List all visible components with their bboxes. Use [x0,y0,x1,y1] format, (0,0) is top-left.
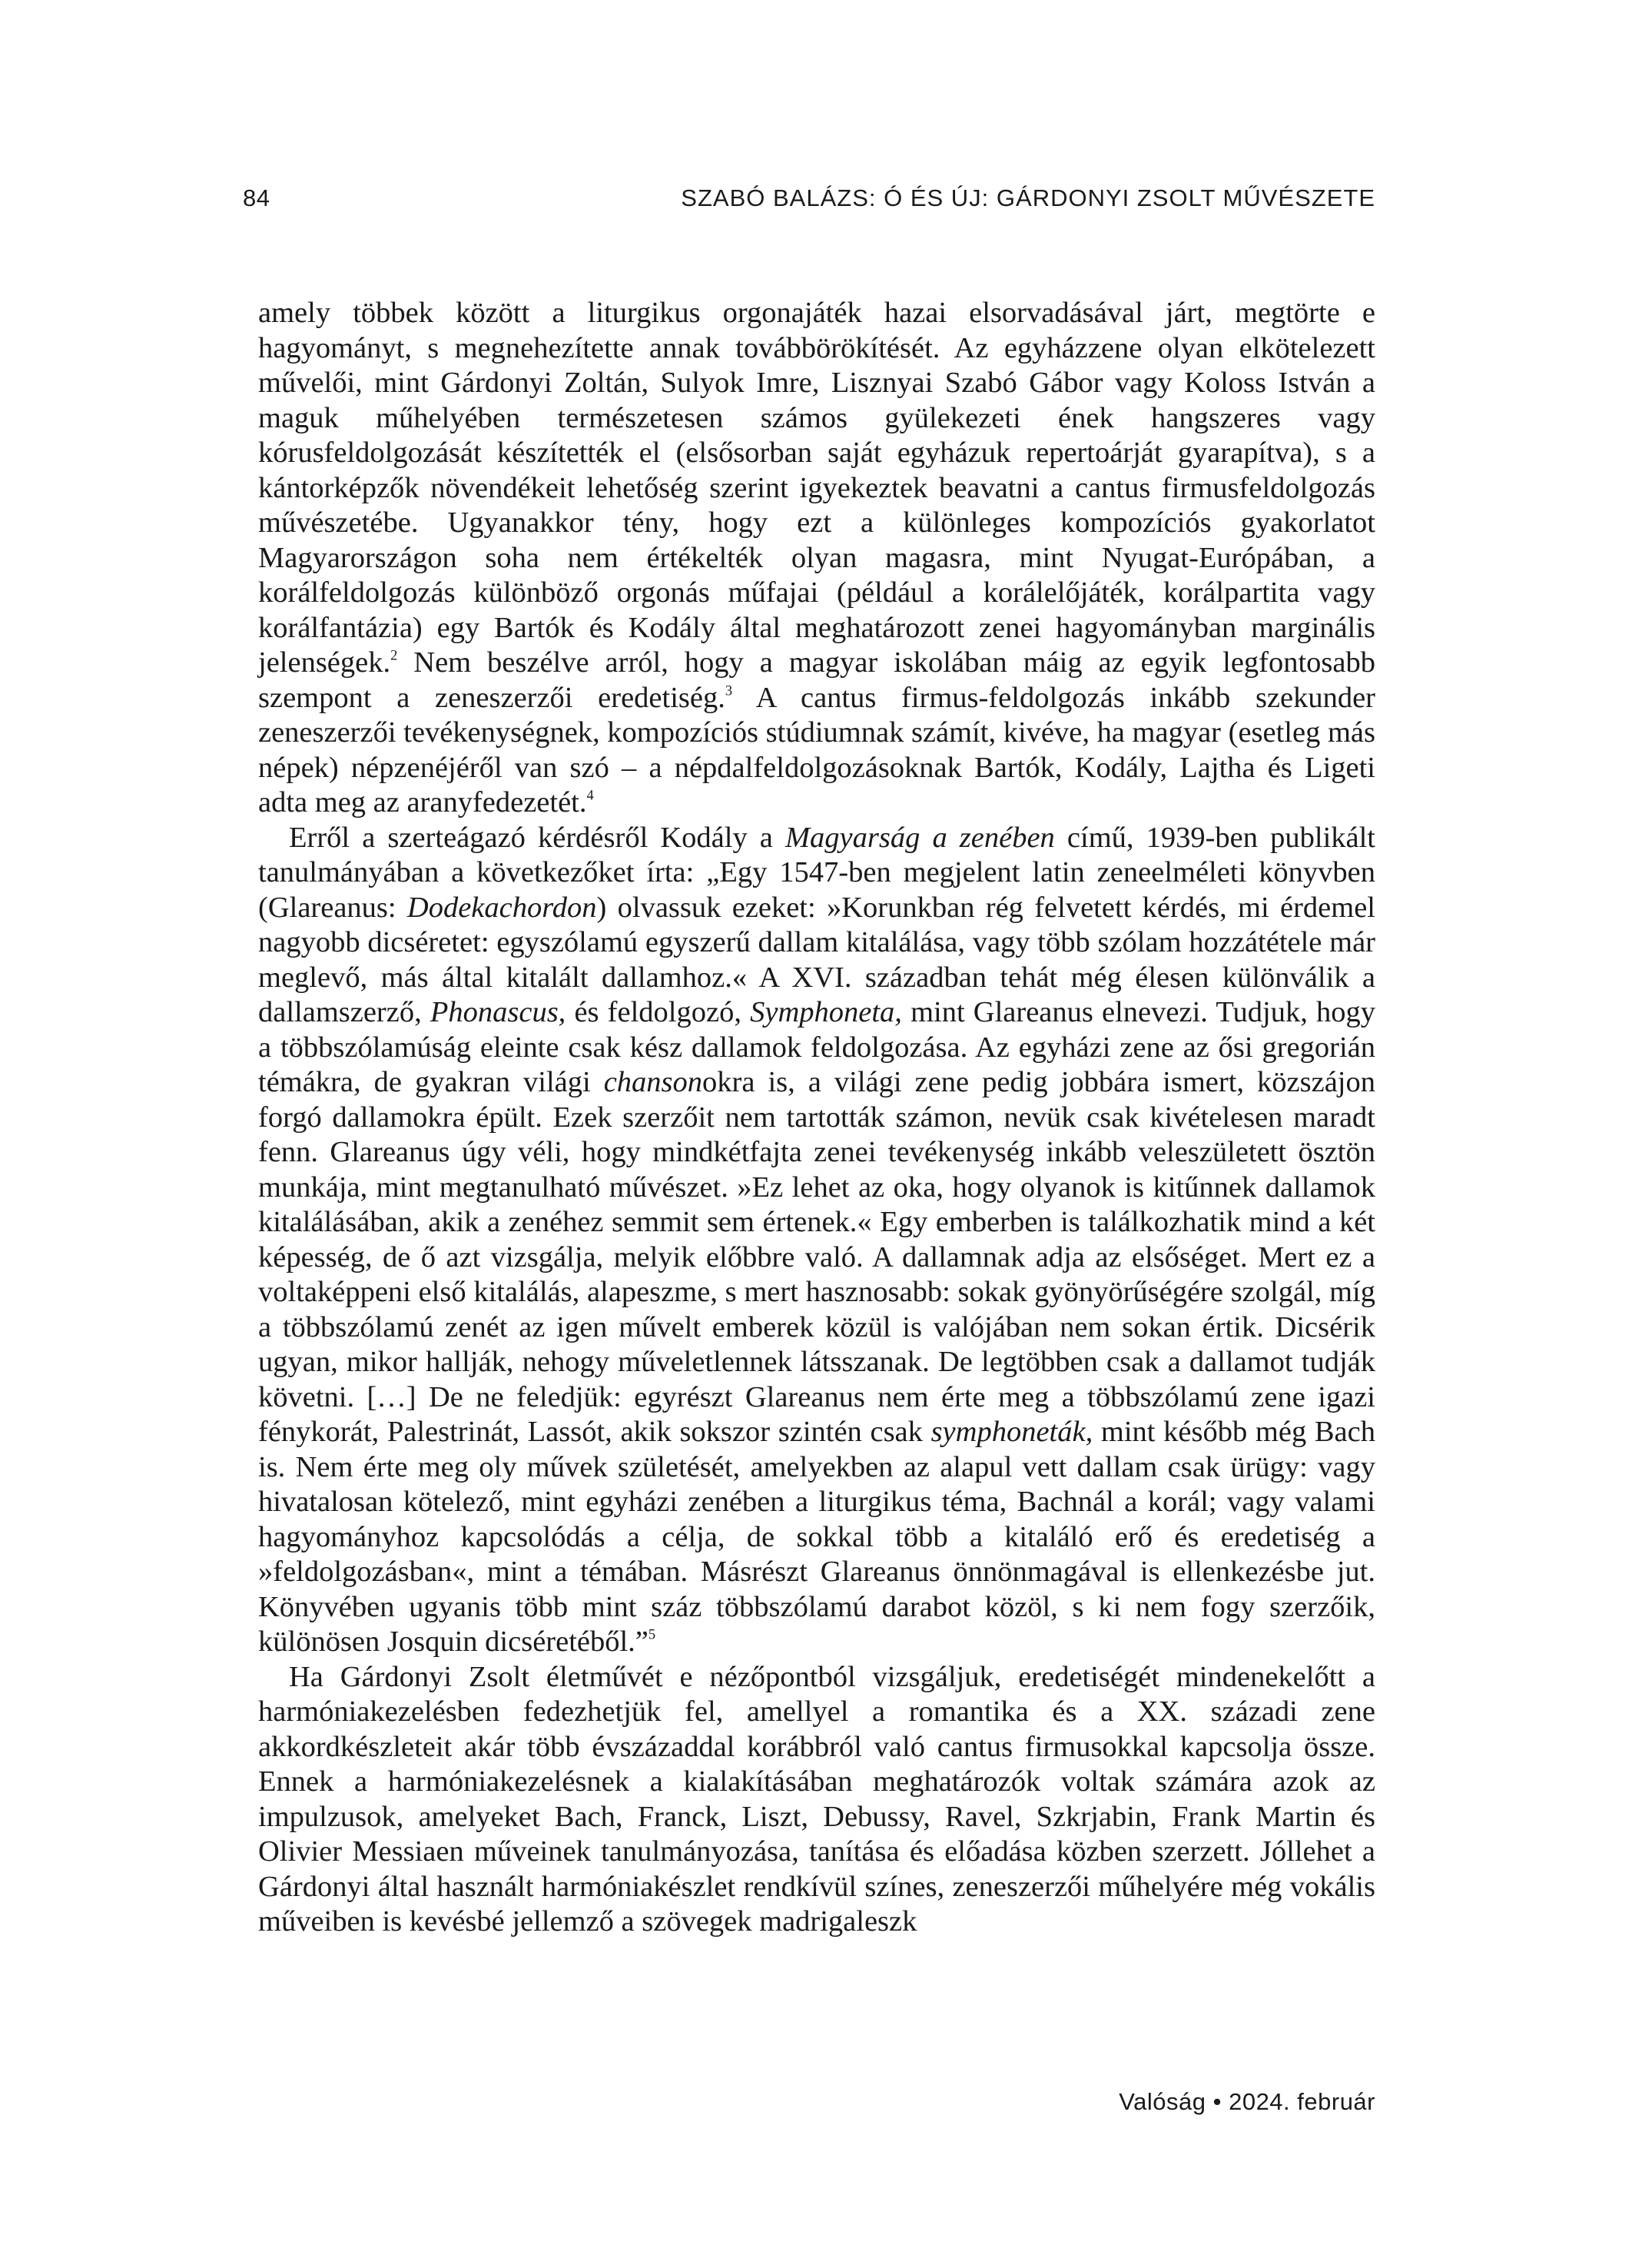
text-run: Ha Gárdonyi Zsolt életművét e nézőpontból vizsgáljuk, eredetiségét mindenekelőtt a harmóniakezelésben fedezhetjük fel, amellyel a romantika és a XX. századi zene akkordkészleteit akár több évszázaddal korábbról való cantus firmusokkal kapcsolja össze. Ennek a harmóniakezelésnek a kialakításában meghatározók voltak számára azok az impulzusok, amelyeket Bach, Franck, Liszt, Debussy, Ravel, Szkrjabin, Frank Martin és Olivier Messiaen műveinek tanulmányozása, tanítása és előadása közben szerzett. Jóllehet a Gárdonyi által használt harmóniakészlet rendkívül színes, zeneszerzői műhelyére még vokális műveiben is kevésbé jellemző a szövegek madrigaleszk [258,1660,1375,1938]
italic-text: symphoneták, [930,1416,1093,1448]
running-header [243,184,1375,215]
text-run: című, 1939-ben publikált tanulmányában a következőket írta: „Egy 1547-ben megjelent latin zeneelméleti könyvben (Glareanus: [258,821,1375,924]
text-run: A cantus firmus-feldolgozás inkább szekunder zeneszerzői tevékenységnek, kompozíciós stúdiumnak számít, kivéve, ha magyar (esetleg más népek) népzenéjéről van szó – a népdalfeldolgozásoknak Bartók, Kodály, Lajtha és Ligeti adta meg az aranyfedezetét. [258,681,1376,819]
italic-text: chanson [603,1066,703,1098]
paragraph [258,821,1375,1660]
text-run: és feldolgozó, [566,996,751,1028]
paragraph [258,296,1375,821]
article-body [258,296,1375,1940]
text-run: ) olvassuk ezeket: »Korunkban rég felvetett kérdés, mi érdemel nagyobb dicséretet: egyszólamú egyszerű dallam kitalálása, vagy több szólam hozzátétele már meglevő, más által kitalált dallamhoz.« A XVI. században tehát még élesen különválik a dallamszerző, [258,891,1375,1028]
text-run: mint Glareanus elnevezi. Tudjuk, hogy a többszólamúság eleinte csak kész dallamok feldolgozása. Az egyházi zene az ősi gregorián témákra, de gyakran világi [258,996,1375,1098]
text-run: Nem beszélve arról, hogy a magyar iskolában máig az egyik legfontosabb szempont a zeneszerzői eredetiség. [258,646,1375,714]
page-number: 84 [243,184,270,211]
footnote-marker: 5 [648,1626,656,1642]
page-footer: Valóság • 2024. február [1119,2088,1375,2115]
paragraph [258,1660,1375,1940]
footnote-marker: 3 [725,682,733,698]
text-run: okra is, a világi zene pedig jobbára ismert, közszájon forgó dallamokra épült. Ezek szerzőit nem tartották számon, nevük csak kivételesen maradt fenn. Glareanus úgy véli, hogy mindkétfajta zenei tevékenység inkább veleszületett ösztön munkája, mint megtanulható művészet. »Ez lehet az oka, hogy olyanok is kitűnnek dallamok kitalálásában, akik a zenéhez semmit sem értenek.« Egy emberben is találkozhatik mind a két képesség, de ő azt vizsgálja, melyik előbbre való. A dallamnak adja az elsőséget. Mert ez a voltaképpeni első kitalálás, alapeszme, s mert hasznosabb: sokak gyönyörűségére szolgál, míg a többszólamú zenét az igen művelt emberek közül is valójában nem sokan értik. Dicsérik ugyan, mikor hallják, nehogy műveletlennek látsszanak. De legtöbben csak a dallamot tudják követni. […] De ne feledjük: egyrészt Glareanus nem érte meg a többszólamú zene igazi fénykorát, Palestrinát, Lassót, akik sokszor szintén csak [258,1066,1375,1448]
running-title: SZABÓ BALÁZS: Ó ÉS ÚJ: GÁRDONYI ZSOLT MŰVÉSZETE [681,184,1375,211]
text-run: amely többek között a liturgikus orgonajáték hazai elsorvadásával járt, megtörte e hagyományt, s megnehezítette annak továbbörökítését. Az egyházzene olyan elkötelezett művelői, mint Gárdonyi Zoltán, Sulyok Imre, Lisznyai Szabó Gábor vagy Koloss István a maguk műhelyében természetesen számos gyülekezeti ének hangszeres vagy kórusfeldolgozását készítették el (elsősorban saját egyházuk repertoárját gyarapítva), s a kántorképzők növendékeit lehetőség szerint igyekeztek beavatni a cantus firmusfeldolgozás művészetébe. Ugyanakkor tény, hogy ezt a különleges kompozíciós gyakorlatot Magyarországon soha nem értékelték olyan magasra, mint Nyugat-Európában, a korálfeldolgozás különböző orgonás műfajai (például a korálelőjáték, korálpartita vagy korálfantázia) egy Bartók és Kodály által meghatározott zenei hagyományban marginális jelenségek. [258,297,1375,679]
italic-text: Magyarság a zenében [784,821,1055,854]
italic-text: Phonascus, [430,996,566,1028]
footnote-marker: 4 [586,787,594,803]
text-run: mint később még Bach is. Nem érte meg oly művek születését, amelyekben az alapul vett dallam csak ürügy: vagy hivatalosan kötelező, mint egyházi zenében a liturgikus téma, Bachnál a korál; vagy valami hagyományhoz kapcsolódás a célja, de sokkal több a kitaláló erő és eredetiség a »feldolgozásban«, mint a témában. Másrészt Glareanus önnönmagával is ellenkezésbe jut. Könyvében ugyanis több mint száz többszólamú darabot közöl, s ki nem fogy szerzőik, különösen Josquin dicséretéből.” [258,1416,1375,1658]
italic-text: Symphoneta, [750,996,902,1028]
italic-text: Dodekachordon [406,891,597,924]
footnote-marker: 2 [390,647,398,663]
text-run: Erről a szerteágazó kérdésről Kodály a [289,821,785,854]
